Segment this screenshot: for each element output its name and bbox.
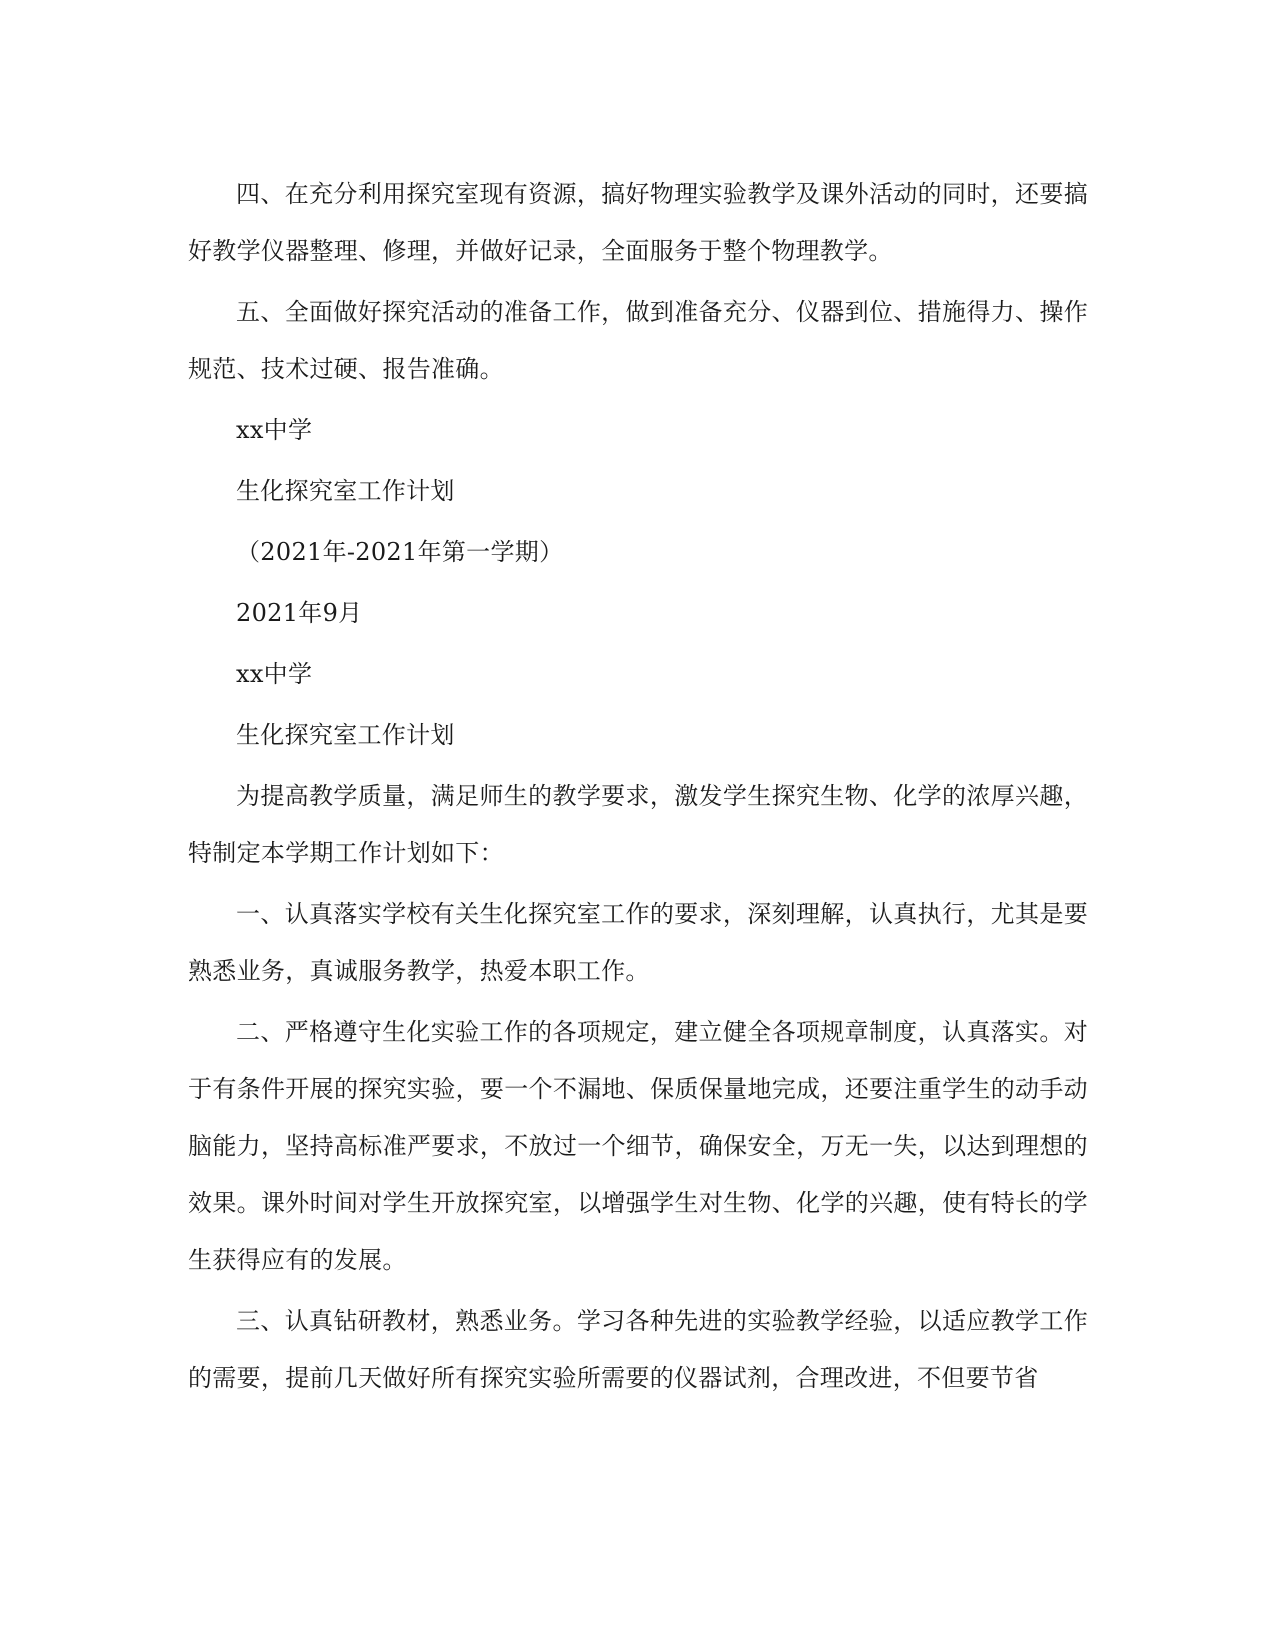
semester-line: （2021年-2021年第一学期） (236, 538, 564, 566)
school-name-line: xx中学 (236, 416, 313, 444)
document-body (188, 166, 1088, 1407)
intro-paragraph: 为提高教学质量，满足师生的教学要求，激发学生探究生物、化学的浓厚兴趣，特制定本学期工作计划如下： (188, 782, 1088, 867)
paragraph-item-3: 三、认真钻研教材，熟悉业务。学习各种先进的实验教学经验，以适应教学工作的需要，提前几天做好所有探究实验所需要的仪器试剂，合理改进，不但要节省 (188, 1307, 1088, 1392)
document-title-line-2: 生化探究室工作计划 (236, 721, 455, 749)
school-name-line-2: xx中学 (236, 660, 313, 688)
date-line: 2021年9月 (236, 599, 363, 627)
paragraph-item-1: 一、认真落实学校有关生化探究室工作的要求，深刻理解，认真执行，尤其是要熟悉业务，真诚服务教学，热爱本职工作。 (188, 900, 1088, 985)
paragraph-item-5: 五、全面做好探究活动的准备工作，做到准备充分、仪器到位、措施得力、操作规范、技术过硬、报告准确。 (188, 298, 1088, 383)
paragraph-item-2: 二、严格遵守生化实验工作的各项规定，建立健全各项规章制度，认真落实。对于有条件开展的探究实验，要一个不漏地、保质保量地完成，还要注重学生的动手动脑能力，坚持高标准严要求，不放过一个细节，确保安全，万无一失，以达到理想的效果。课外时间对学生开放探究室，以增强学生对生物、化学的兴趣，使有特长的学生获得应有的发展。 (188, 1018, 1088, 1274)
document-title-line: 生化探究室工作计划 (236, 477, 455, 505)
paragraph-item-4: 四、在充分利用探究室现有资源，搞好物理实验教学及课外活动的同时，还要搞好教学仪器整理、修理，并做好记录，全面服务于整个物理教学。 (188, 180, 1088, 265)
